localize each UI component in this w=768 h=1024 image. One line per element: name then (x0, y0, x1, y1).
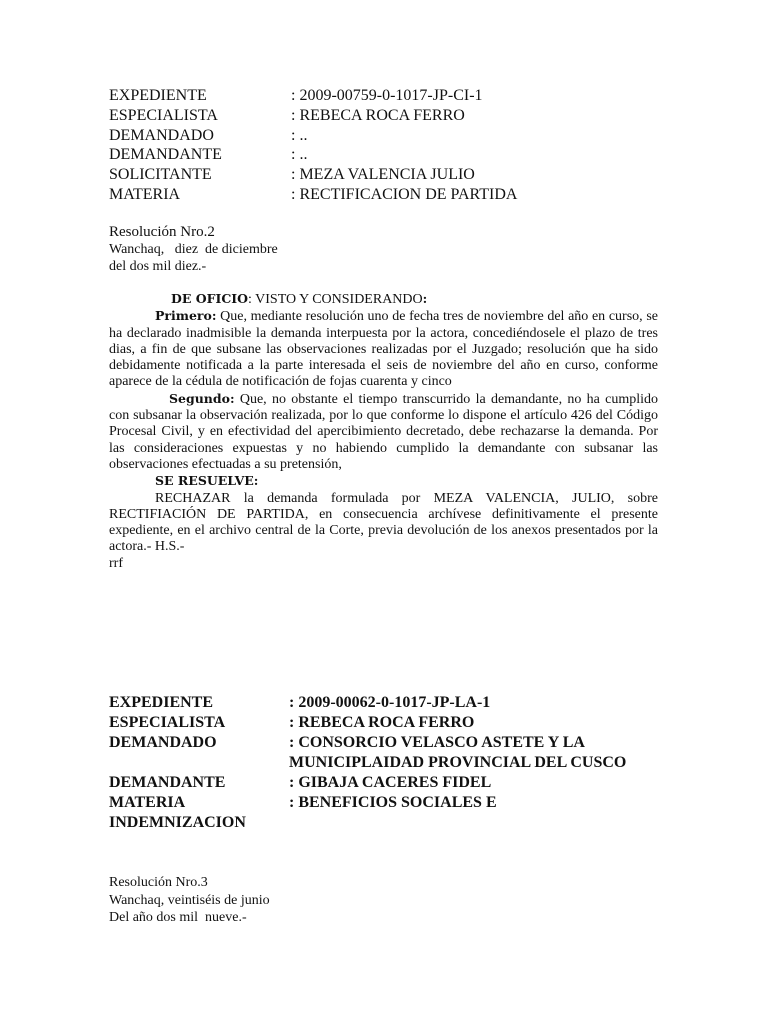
header-label: EXPEDIENTE (109, 694, 214, 711)
se-resuelve-line (109, 473, 658, 490)
header-label: DEMANDADO (109, 126, 214, 144)
header-label: DEMANDANTE (109, 774, 226, 791)
header-value: : MEZA VALENCIA JULIO (291, 166, 475, 184)
resuelve-text: RECHAZAR la demanda formulada por MEZA VALENCIA, JULIO, sobre RECTIFIACIÓN DE PARTIDA, en consecuencia archívese definitivamente el presente expediente, en el archivo central de la Corte, previa devolución de los anexos presentados por la actora.- H.S.- (109, 490, 658, 555)
header-label: DEMANDANTE (109, 146, 222, 164)
header-row-demandado (109, 126, 517, 146)
case-header-2 (109, 693, 669, 833)
header-row-demandado (109, 733, 669, 773)
resolution-block-2 (109, 874, 270, 927)
primero-paragraph (109, 308, 658, 390)
header-value: : REBECA ROCA FERRO (289, 714, 475, 731)
header-row-expediente (109, 693, 669, 713)
de-oficio-text: : VISTO Y CONSIDERANDO (248, 292, 423, 307)
header-label: SOLICITANTE (109, 166, 212, 184)
resolution-block-1 (109, 224, 278, 275)
header-value: : BENEFICIOS SOCIALES E (289, 794, 497, 811)
header-row-solicitante (109, 165, 517, 185)
resolution-body-1 (109, 291, 658, 572)
header-value: : 2009-00062-0-1017-JP-LA-1 (289, 694, 491, 711)
primero-text: Que, mediante resolución uno de fecha tres de noviembre del año en curso, se ha declarado inadmisible la demanda interpuesta por la actora, concediéndosele el plazo de tres dias, a fin de que subsane las observaciones realizadas por el Juzgado; resolución que ha sido debidamente notificada a la parte interesada el seis de noviembre del año en curso, conforme aparece de la cédula de notificación de fojas cuarenta y cinco (109, 309, 658, 390)
header-value: : REBECA ROCA FERRO (291, 106, 465, 124)
resolution-date-line: Wanchaq, diez de diciembre (109, 242, 278, 257)
header-row-materia (109, 793, 669, 813)
de-oficio-line (109, 291, 658, 308)
de-oficio-label: DE OFICIO (171, 291, 249, 306)
case-header-1 (109, 86, 517, 205)
resolution-date-line: Wanchaq, veintiséis de junio (109, 892, 270, 908)
header-row-demandante (109, 145, 517, 165)
header-row-demandante (109, 773, 669, 793)
header-value: : GIBAJA CACERES FIDEL (289, 774, 492, 791)
header-value: : CONSORCIO VELASCO ASTETE Y LA MUNICIPLAIDAD PROVINCIAL DEL CUSCO (289, 734, 627, 771)
resolution-title: Resolución Nro.2 (109, 224, 215, 240)
header-value: : .. (291, 126, 308, 144)
header-value: : .. (291, 146, 308, 164)
header-row-materia (109, 185, 517, 205)
segundo-paragraph (109, 391, 658, 473)
header-row-expediente (109, 86, 517, 106)
materia-continuation: INDEMNIZACION (109, 814, 246, 831)
resuelve-paragraph (109, 491, 658, 556)
resolution-title: Resolución Nro.3 (109, 875, 208, 890)
header-label: ESPECIALISTA (109, 714, 226, 731)
header-label: EXPEDIENTE (109, 87, 207, 104)
header-label: DEMANDADO (109, 734, 217, 751)
header-row-especialista (109, 106, 517, 126)
se-resuelve-label: SE RESUELVE: (155, 473, 259, 489)
resolution-date-line: Del año dos mil nueve.- (109, 910, 247, 925)
header-row-especialista (109, 713, 669, 733)
header-label: MATERIA (109, 185, 181, 203)
segundo-text: Que, no obstante el tiempo transcurrido la demandante, no ha cumplido con subsanar la observación realizada, por lo que conforme lo dispone el artículo 426 del Código Procesal Civil, y en efectividad del apercibimiento decretado, debe rechazarse la demanda. Por las consideraciones expuestas y no habiendo cumplido la demandante con subsanar las observaciones efectuadas a su pretensión, (109, 391, 658, 472)
resolution-date-line: del dos mil diez.- (109, 259, 207, 274)
header-label: ESPECIALISTA (109, 106, 218, 124)
initials: rrf (109, 555, 123, 571)
primero-label: Primero: (155, 308, 217, 324)
header-value: : RECTIFICACION DE PARTIDA (291, 185, 518, 203)
segundo-label: Segundo: (169, 390, 235, 406)
header-label: MATERIA (109, 794, 186, 811)
de-oficio-colon: : (422, 291, 428, 306)
header-value: : 2009-00759-0-1017-JP-CI-1 (291, 87, 483, 104)
